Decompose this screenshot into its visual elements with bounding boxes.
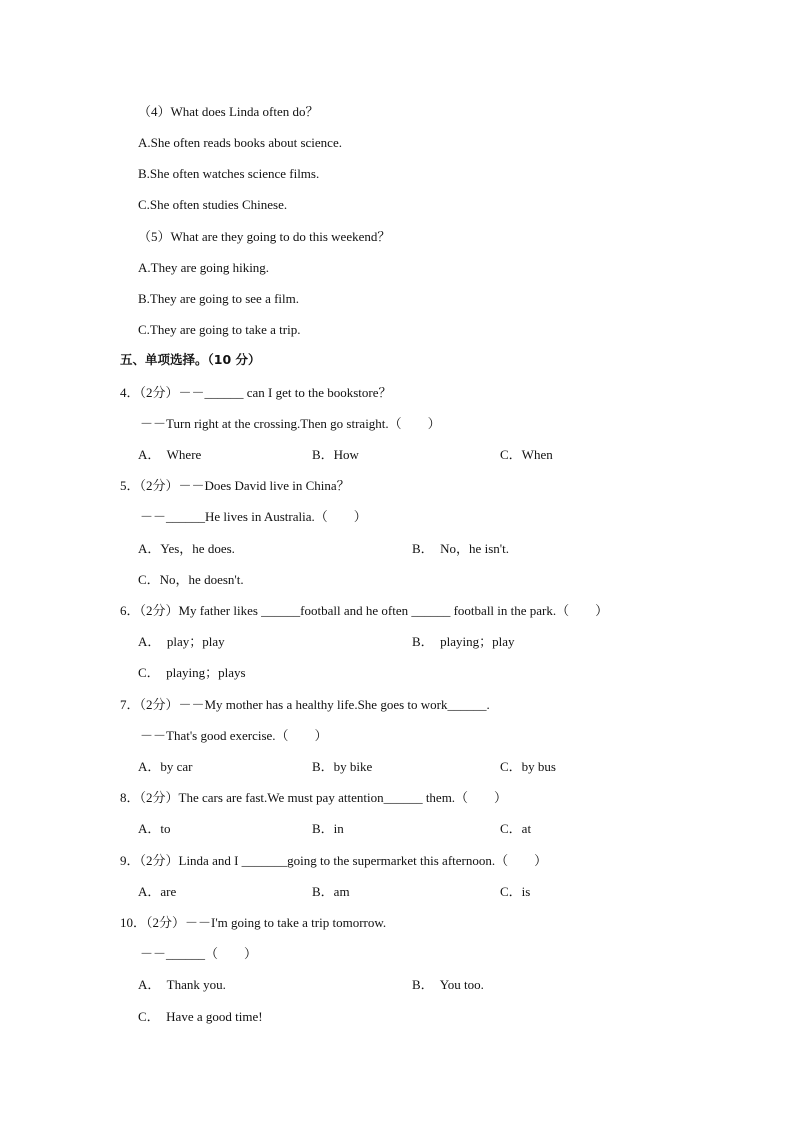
mc-question-5: 5．（2分）－－Does David live in China？	[120, 478, 350, 493]
mc-question-8: 8．（2分）The cars are fast.We must pay attention______ them.（ ）	[120, 790, 508, 805]
mc-question-7-option-a[interactable]: A．by car	[138, 759, 193, 774]
mc-question-6-option-c[interactable]: C． playing；plays	[138, 665, 246, 680]
question-4-option-b[interactable]: B.She often watches science films.	[138, 166, 320, 181]
mc-question-10-reply: －－______（ ）	[140, 946, 258, 961]
question-4-option-a[interactable]: A.She often reads books about science.	[138, 135, 342, 150]
mc-question-6-option-b[interactable]: B． playing；play	[412, 634, 515, 649]
question-5-option-c[interactable]: C.They are going to take a trip.	[138, 322, 301, 337]
mc-question-5-option-c[interactable]: C．No，he doesn't.	[138, 572, 244, 587]
question-5-option-b[interactable]: B.They are going to see a film.	[138, 291, 300, 306]
mc-question-4-reply: －－Turn right at the crossing.Then go straight.（ ）	[140, 416, 441, 431]
mc-question-5-option-a[interactable]: A．Yes，he does.	[138, 541, 235, 556]
mc-question-9-option-a[interactable]: A．are	[138, 884, 177, 899]
mc-question-5-reply: －－______He lives in Australia.（ ）	[140, 509, 367, 524]
mc-question-7-option-c[interactable]: C．by bus	[500, 759, 556, 774]
mc-question-6: 6．（2分）My father likes ______football and he often ______ football in the park.（ ）	[120, 603, 609, 618]
mc-question-8-option-b[interactable]: B．in	[312, 821, 344, 836]
mc-question-4-option-a[interactable]: A． Where	[138, 447, 202, 462]
mc-question-7-reply: －－That's good exercise.（ ）	[140, 728, 328, 743]
mc-question-6-option-a[interactable]: A． play；play	[138, 634, 225, 649]
question-4-option-c[interactable]: C.She often studies Chinese.	[138, 197, 288, 212]
question-5-text: （5）What are they going to do this weekend？	[138, 229, 391, 244]
mc-question-10-option-b[interactable]: B． You too.	[412, 977, 484, 992]
mc-question-4: 4．（2分）－－______ can I get to the bookstore？	[120, 385, 392, 400]
mc-question-8-option-a[interactable]: A．to	[138, 821, 171, 836]
question-5-option-a[interactable]: A.They are going hiking.	[138, 260, 270, 275]
mc-question-9: 9．（2分）Linda and I _______going to the supermarket this afternoon.（ ）	[120, 853, 548, 868]
mc-question-4-option-b[interactable]: B．How	[312, 447, 359, 462]
mc-question-8-option-c[interactable]: C．at	[500, 821, 532, 836]
mc-question-10-option-c[interactable]: C． Have a good time!	[138, 1009, 263, 1024]
mc-question-4-option-c[interactable]: C．When	[500, 447, 553, 462]
mc-question-9-option-c[interactable]: C．is	[500, 884, 531, 899]
mc-question-10: 10．（2分）－－I'm going to take a trip tomorrow.	[120, 915, 387, 930]
mc-question-10-option-a[interactable]: A． Thank you.	[138, 977, 226, 992]
mc-question-7-option-b[interactable]: B．by bike	[312, 759, 373, 774]
section-heading: 五、单项选择。（10 分）	[120, 352, 261, 367]
mc-question-9-option-b[interactable]: B．am	[312, 884, 350, 899]
mc-question-7: 7．（2分）－－My mother has a healthy life.She goes to work______.	[120, 697, 490, 712]
question-4-text: （4）What does Linda often do？	[138, 104, 319, 119]
mc-question-5-option-b[interactable]: B． No，he isn't.	[412, 541, 509, 556]
